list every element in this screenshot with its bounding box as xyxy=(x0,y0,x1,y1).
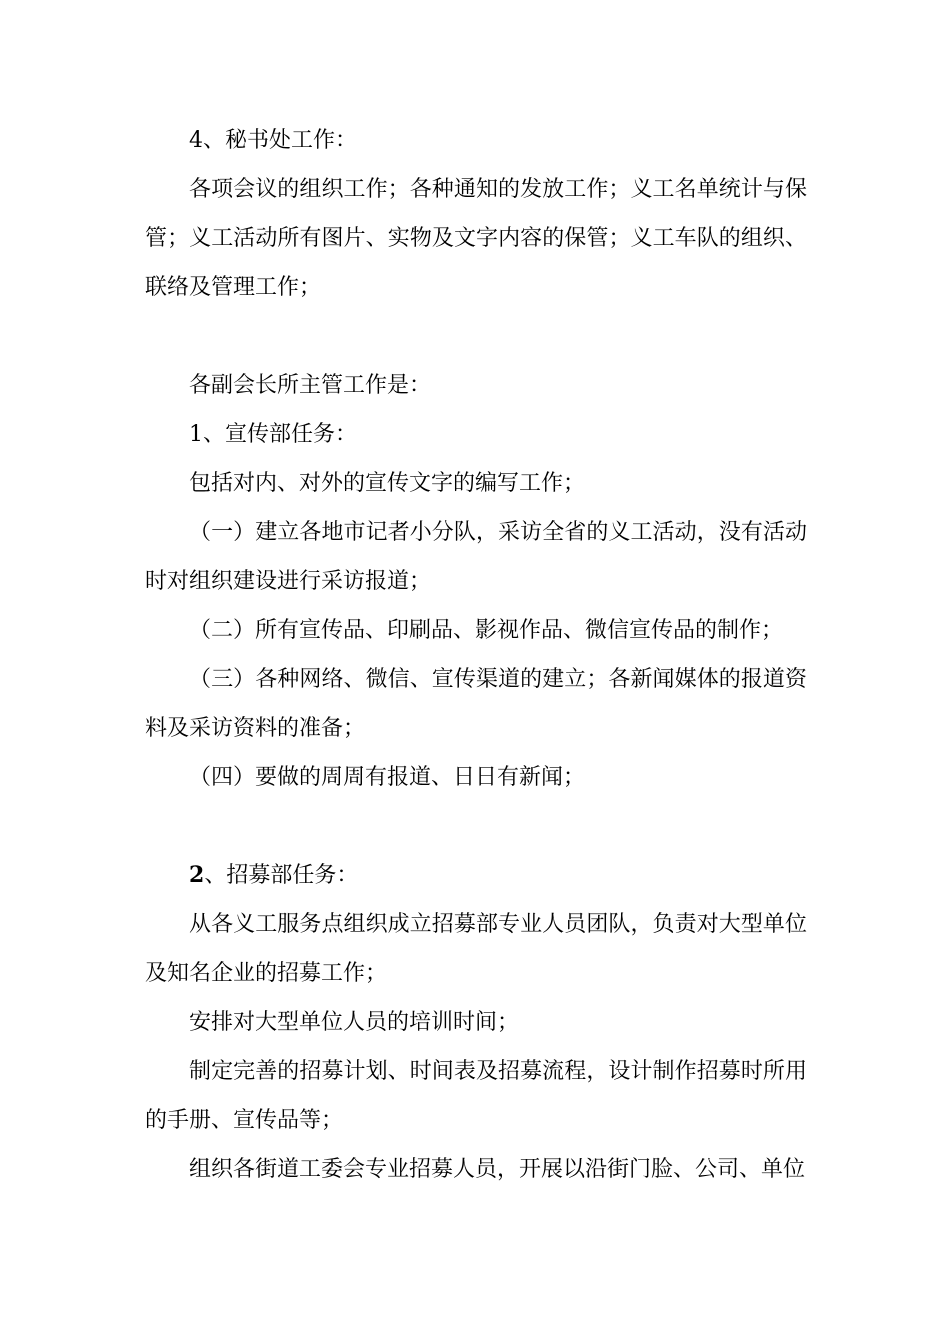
publicity-item-4: （四）要做的周周有报道、日日有新闻； xyxy=(189,765,586,790)
publicity-item-3: （三）各种网络、微信、宣传渠道的建立；各新闻媒体的报道资料及采访资料的准备； xyxy=(145,667,807,741)
recruitment-paragraph-4: 组织各街道工委会专业招募人员，开展以沿街门脸、公司、单位 xyxy=(189,1157,806,1182)
secretariat-heading: 4、秘书处工作： xyxy=(189,128,357,153)
paragraph-gap xyxy=(145,802,807,851)
recruitment-paragraph-3: 制定完善的招募计划、时间表及招募流程，设计制作招募时所用的手册、宣传品等； xyxy=(145,1059,807,1133)
paragraph-gap xyxy=(145,312,807,361)
document-body xyxy=(145,116,807,1194)
publicity-intro: 包括对内、对外的宣传文字的编写工作； xyxy=(189,471,586,496)
vice-presidents-intro: 各副会长所主管工作是： xyxy=(189,373,432,398)
publicity-item-1: （一）建立各地市记者小分队，采访全省的义工活动，没有活动时对组织建设进行采访报道； xyxy=(145,520,807,594)
recruitment-paragraph-2: 安排对大型单位人员的培训时间； xyxy=(189,1010,520,1035)
recruitment-heading-text: 、招募部任务： xyxy=(204,863,359,888)
recruitment-heading xyxy=(145,851,807,900)
recruitment-paragraph-1: 从各义工服务点组织成立招募部专业人员团队，负责对大型单位及知名企业的招募工作； xyxy=(145,912,807,986)
recruitment-heading-number: 2 xyxy=(189,862,205,888)
publicity-heading: 1、宣传部任务： xyxy=(189,422,357,447)
publicity-item-2: （二）所有宣传品、印刷品、影视作品、微信宣传品的制作； xyxy=(189,618,784,643)
secretariat-body: 各项会议的组织工作；各种通知的发放工作；义工名单统计与保管；义工活动所有图片、实物及文字内容的保管；义工车队的组织、联络及管理工作； xyxy=(145,177,807,300)
